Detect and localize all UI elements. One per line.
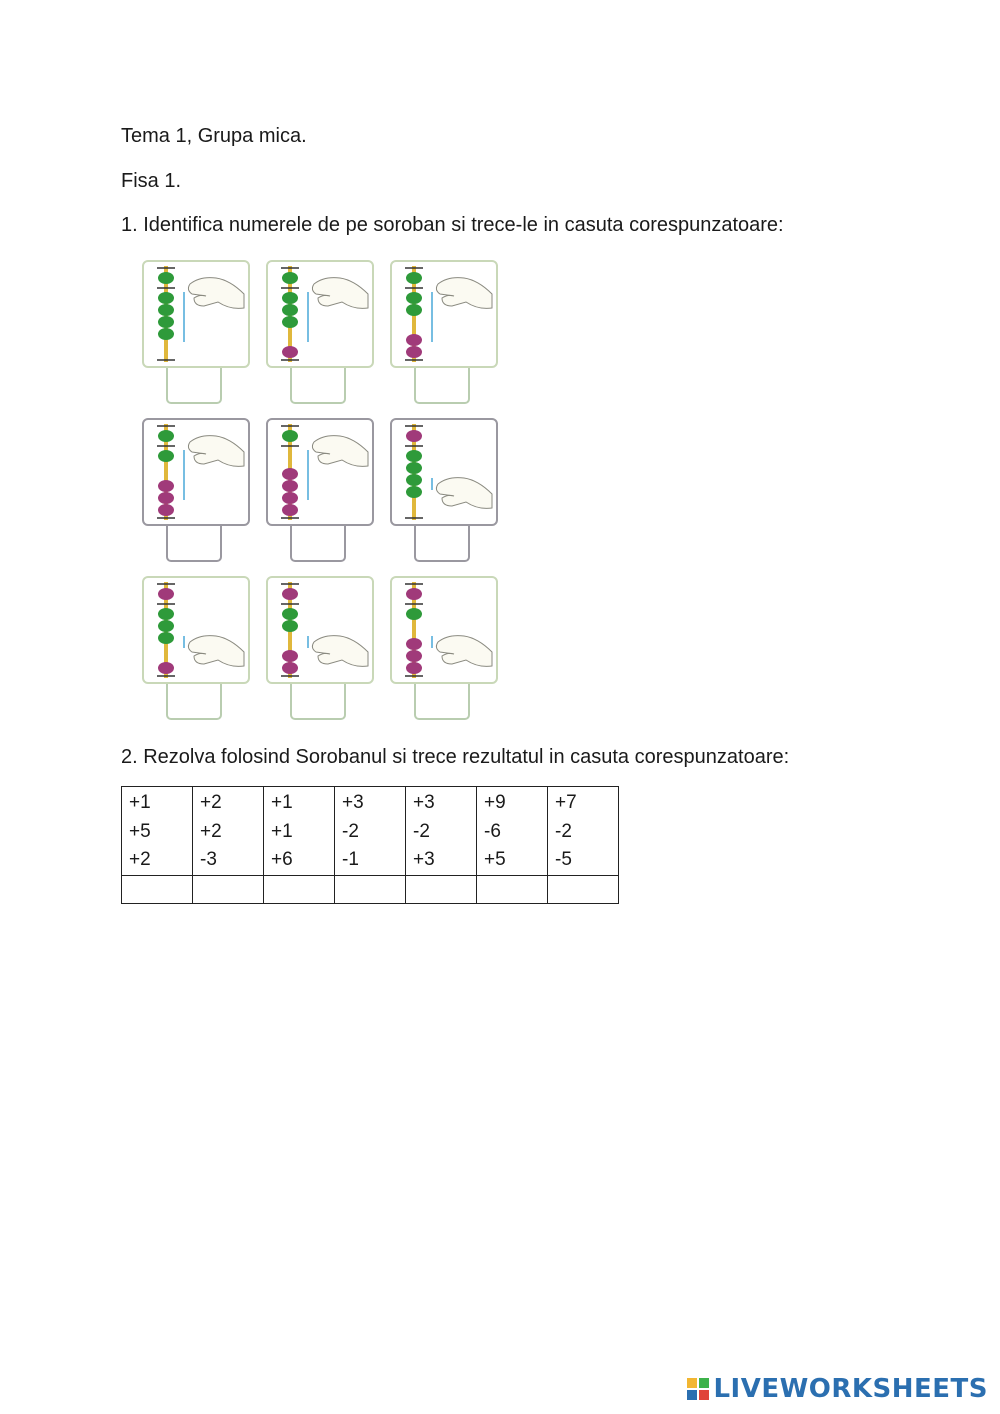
soroban-bead xyxy=(406,650,422,662)
soroban-answer-box[interactable] xyxy=(166,526,222,562)
soroban-picture xyxy=(390,576,498,684)
hand-icon xyxy=(312,436,368,467)
soroban-bead xyxy=(158,272,174,284)
exercise-1-instruction: 1. Identifica numerele de pe soroban si trece-le in casuta corespunzatoare: xyxy=(121,214,784,236)
operation-value: -2 xyxy=(342,820,359,842)
soroban-illustration xyxy=(268,578,372,682)
soroban-bead xyxy=(406,272,422,284)
answer-cell[interactable] xyxy=(264,875,335,903)
soroban-bead xyxy=(282,504,298,516)
operation-value: +1 xyxy=(271,820,293,842)
soroban-bead xyxy=(158,430,174,442)
soroban-bead xyxy=(406,304,422,316)
operation-value: +3 xyxy=(342,792,364,813)
soroban-card xyxy=(138,410,250,560)
soroban-answer-box[interactable] xyxy=(290,526,346,562)
soroban-bead xyxy=(282,292,298,304)
soroban-answer-box[interactable] xyxy=(414,684,470,720)
hand-icon xyxy=(188,636,244,667)
operation-cell xyxy=(335,787,406,876)
soroban-bead xyxy=(406,588,422,600)
soroban-bead xyxy=(158,492,174,504)
operation-cell xyxy=(406,787,477,876)
soroban-card xyxy=(386,410,498,560)
soroban-picture xyxy=(142,260,250,368)
soroban-bead xyxy=(158,304,174,316)
soroban-card-grid xyxy=(138,252,510,722)
soroban-bead xyxy=(158,632,174,644)
soroban-bead xyxy=(158,316,174,328)
soroban-bead xyxy=(158,608,174,620)
answer-cell[interactable] xyxy=(406,875,477,903)
operation-value: -6 xyxy=(484,820,501,842)
soroban-picture xyxy=(142,418,250,526)
operation-value: +5 xyxy=(484,849,506,870)
exercise-2-instruction: 2. Rezolva folosind Sorobanul si trece rezultatul in casuta corespunzatoare: xyxy=(121,746,790,768)
operation-value: +1 xyxy=(271,792,293,813)
soroban-bead xyxy=(158,292,174,304)
hand-icon xyxy=(436,478,492,509)
soroban-bead xyxy=(158,480,174,492)
soroban-bead xyxy=(282,304,298,316)
soroban-picture xyxy=(266,576,374,684)
soroban-picture xyxy=(142,576,250,684)
brand-name: LIVEWORKSHEETS xyxy=(713,1374,988,1404)
soroban-bead xyxy=(406,638,422,650)
worksheet-title: Tema 1, Grupa mica. xyxy=(121,125,307,147)
operation-value: -1 xyxy=(342,849,359,870)
soroban-bead xyxy=(282,492,298,504)
answer-cell[interactable] xyxy=(193,875,264,903)
hand-icon xyxy=(436,278,492,309)
soroban-illustration xyxy=(144,578,248,682)
soroban-bead xyxy=(282,620,298,632)
answer-cell[interactable] xyxy=(477,875,548,903)
soroban-card xyxy=(386,252,498,402)
soroban-illustration xyxy=(392,262,496,366)
soroban-answer-box[interactable] xyxy=(166,368,222,404)
operation-value: +5 xyxy=(129,820,151,842)
soroban-answer-box[interactable] xyxy=(290,368,346,404)
operation-value: -2 xyxy=(555,820,572,842)
soroban-bead xyxy=(282,346,298,358)
soroban-bead xyxy=(158,662,174,674)
operation-value: +2 xyxy=(200,792,222,813)
answer-cell[interactable] xyxy=(548,875,619,903)
operation-value: -3 xyxy=(200,849,217,870)
soroban-card xyxy=(262,410,374,560)
soroban-picture xyxy=(390,260,498,368)
operation-value: +1 xyxy=(129,792,151,813)
soroban-bead xyxy=(158,620,174,632)
operation-value: +2 xyxy=(129,849,151,870)
sheet-number: Fisa 1. xyxy=(121,170,182,192)
answer-cell[interactable] xyxy=(122,875,193,903)
soroban-answer-box[interactable] xyxy=(290,684,346,720)
soroban-bead xyxy=(282,468,298,480)
operation-cell xyxy=(477,787,548,876)
soroban-bead xyxy=(158,328,174,340)
soroban-bead xyxy=(158,588,174,600)
soroban-card xyxy=(262,252,374,402)
soroban-bead xyxy=(406,346,422,358)
hand-icon xyxy=(312,278,368,309)
operation-value: +6 xyxy=(271,849,293,870)
liveworksheets-brand xyxy=(687,1373,988,1405)
soroban-bead xyxy=(282,662,298,674)
soroban-illustration xyxy=(268,420,372,524)
soroban-bead xyxy=(282,272,298,284)
soroban-bead xyxy=(158,504,174,516)
soroban-illustration xyxy=(392,578,496,682)
liveworksheets-logo-icon xyxy=(687,1378,709,1400)
operation-value: +3 xyxy=(413,849,435,870)
soroban-bead xyxy=(406,292,422,304)
soroban-picture xyxy=(266,260,374,368)
hand-icon xyxy=(436,636,492,667)
operation-value: -5 xyxy=(555,849,572,870)
soroban-bead xyxy=(282,480,298,492)
soroban-bead xyxy=(406,450,422,462)
soroban-answer-box[interactable] xyxy=(414,526,470,562)
soroban-picture xyxy=(390,418,498,526)
soroban-answer-box[interactable] xyxy=(166,684,222,720)
soroban-card xyxy=(138,568,250,718)
operation-cell xyxy=(122,787,193,876)
calculation-table xyxy=(121,786,619,904)
soroban-bead xyxy=(406,608,422,620)
soroban-picture xyxy=(266,418,374,526)
operation-value: +2 xyxy=(200,820,222,842)
hand-icon xyxy=(312,636,368,667)
hand-icon xyxy=(188,436,244,467)
operation-cell xyxy=(193,787,264,876)
soroban-card xyxy=(262,568,374,718)
soroban-illustration xyxy=(144,420,248,524)
soroban-bead xyxy=(282,608,298,620)
soroban-illustration xyxy=(268,262,372,366)
operation-value: -2 xyxy=(413,820,430,842)
answers-row xyxy=(122,875,619,903)
soroban-illustration xyxy=(392,420,496,524)
soroban-bead xyxy=(158,450,174,462)
soroban-bead xyxy=(406,474,422,486)
soroban-card xyxy=(386,568,498,718)
operation-value: +9 xyxy=(484,792,506,813)
soroban-bead xyxy=(406,334,422,346)
soroban-bead xyxy=(406,462,422,474)
soroban-bead xyxy=(282,588,298,600)
operation-cell xyxy=(548,787,619,876)
operations-row xyxy=(122,787,619,876)
operation-value: +3 xyxy=(413,792,435,813)
soroban-bead xyxy=(406,662,422,674)
soroban-card xyxy=(138,252,250,402)
soroban-illustration xyxy=(144,262,248,366)
soroban-bead xyxy=(282,430,298,442)
soroban-bead xyxy=(282,650,298,662)
operation-value: +7 xyxy=(555,792,577,813)
soroban-bead xyxy=(406,486,422,498)
hand-icon xyxy=(188,278,244,309)
soroban-bead xyxy=(282,316,298,328)
answer-cell[interactable] xyxy=(335,875,406,903)
soroban-answer-box[interactable] xyxy=(414,368,470,404)
soroban-bead xyxy=(406,430,422,442)
operation-cell xyxy=(264,787,335,876)
